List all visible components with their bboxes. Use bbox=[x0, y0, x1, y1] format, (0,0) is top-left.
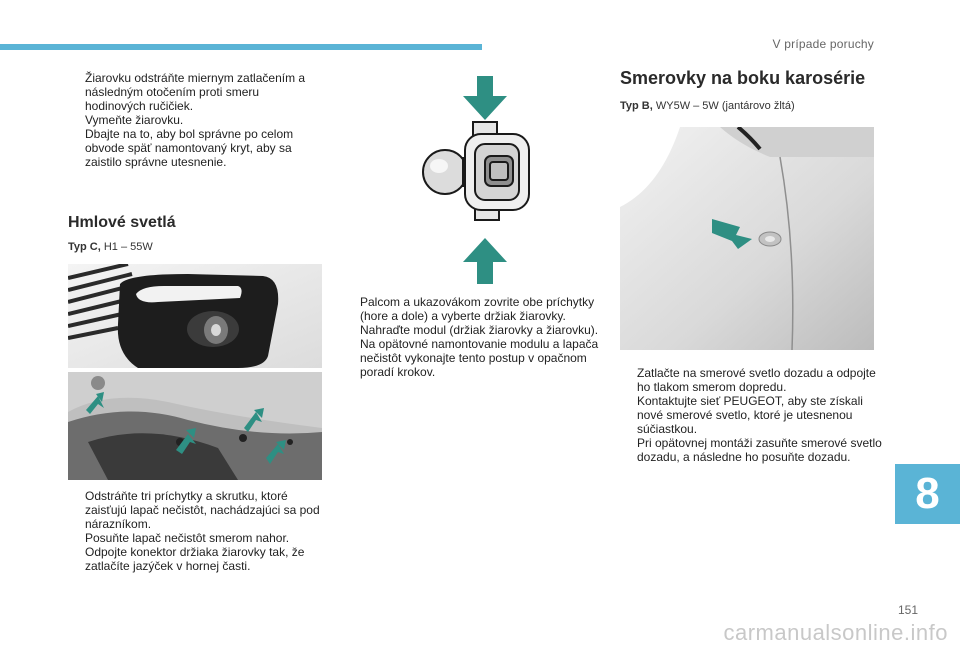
list-item-text: Zatlačte na smerové svetlo dozadu a odpojte ho tlakom smerom dopredu. bbox=[637, 366, 876, 394]
list-item bbox=[343, 295, 603, 323]
type-label: Typ B, bbox=[620, 100, 653, 112]
side-indicator-steps bbox=[620, 366, 882, 464]
fog-lamp-steps bbox=[68, 489, 330, 573]
page-number: 151 bbox=[898, 603, 919, 617]
list-item bbox=[343, 323, 603, 337]
list-item bbox=[68, 489, 330, 531]
side-indicators-type bbox=[620, 100, 795, 112]
type-value: WY5W – 5W (jantárovo žltá) bbox=[652, 100, 795, 112]
fog-lights-heading: Hmlové svetlá bbox=[68, 214, 176, 231]
list-item-text: Palcom a ukazovákom zovrite obe príchytky (hore a dole) a vyberte držiak žiarovky. bbox=[360, 295, 595, 323]
watermark: carmanualsonline.info bbox=[723, 620, 948, 645]
under-bumper-photo bbox=[68, 372, 322, 480]
list-item-text: Na opätovné namontovanie modulu a lapača nečistôt vykonajte tento postup v opačnom poradí krokov. bbox=[360, 337, 599, 379]
list-item-text: Posuňte lapač nečistôt smerom nahor. bbox=[85, 531, 290, 545]
bulb-removal-steps bbox=[68, 71, 318, 169]
type-value: H1 – 55W bbox=[100, 241, 153, 253]
list-item-text: Žiarovku odstráňte miernym zatlačením a následným otočením proti smeru hodinových ručičiek. bbox=[85, 71, 306, 113]
top-accent-bar bbox=[0, 44, 482, 50]
list-item-text: Odstráňte tri príchytky a skrutku, ktoré zaisťujú lapač nečistôt, nachádzajúci sa pod nárazníkom. bbox=[85, 489, 320, 531]
list-item bbox=[68, 71, 318, 113]
list-item-text: Pri opätovnej montáži zasuňte smerové svetlo dozadu, a následne ho posuňte dozadu. bbox=[637, 436, 882, 464]
fog-lights-type bbox=[68, 241, 153, 253]
chapter-tab: 8 bbox=[895, 464, 960, 524]
list-item bbox=[343, 337, 603, 379]
bulb-holder-illustration bbox=[405, 76, 565, 286]
side-indicators-heading: Smerovky na boku karosérie bbox=[620, 68, 866, 88]
list-item bbox=[68, 531, 330, 545]
bulb-holder-steps bbox=[343, 295, 603, 379]
fog-lamp-photo bbox=[68, 264, 322, 368]
list-item bbox=[68, 545, 330, 573]
list-item-text: Kontaktujte sieť PEUGEOT, aby ste získali nové smerové svetlo, ktoré je utesnenou súčiastkou. bbox=[637, 394, 863, 436]
side-indicator-photo bbox=[620, 127, 874, 350]
list-item bbox=[68, 113, 318, 127]
list-item-text: Nahraďte modul (držiak žiarovky a žiarovku). bbox=[360, 323, 599, 337]
section-title: V prípade poruchy bbox=[772, 37, 874, 51]
list-item-text: Dbajte na to, aby bol správne po celom obvode späť namontovaný kryt, aby sa zaistilo správne utesnenie. bbox=[85, 127, 294, 169]
list-item-text: Odpojte konektor držiaka žiarovky tak, že zatlačíte jazýček v hornej časti. bbox=[85, 545, 305, 573]
type-label: Typ C, bbox=[68, 241, 101, 253]
list-item-text: Vymeňte žiarovku. bbox=[85, 113, 184, 127]
list-item bbox=[620, 436, 882, 464]
list-item bbox=[620, 366, 882, 394]
list-item bbox=[68, 127, 318, 169]
list-item bbox=[620, 394, 882, 436]
